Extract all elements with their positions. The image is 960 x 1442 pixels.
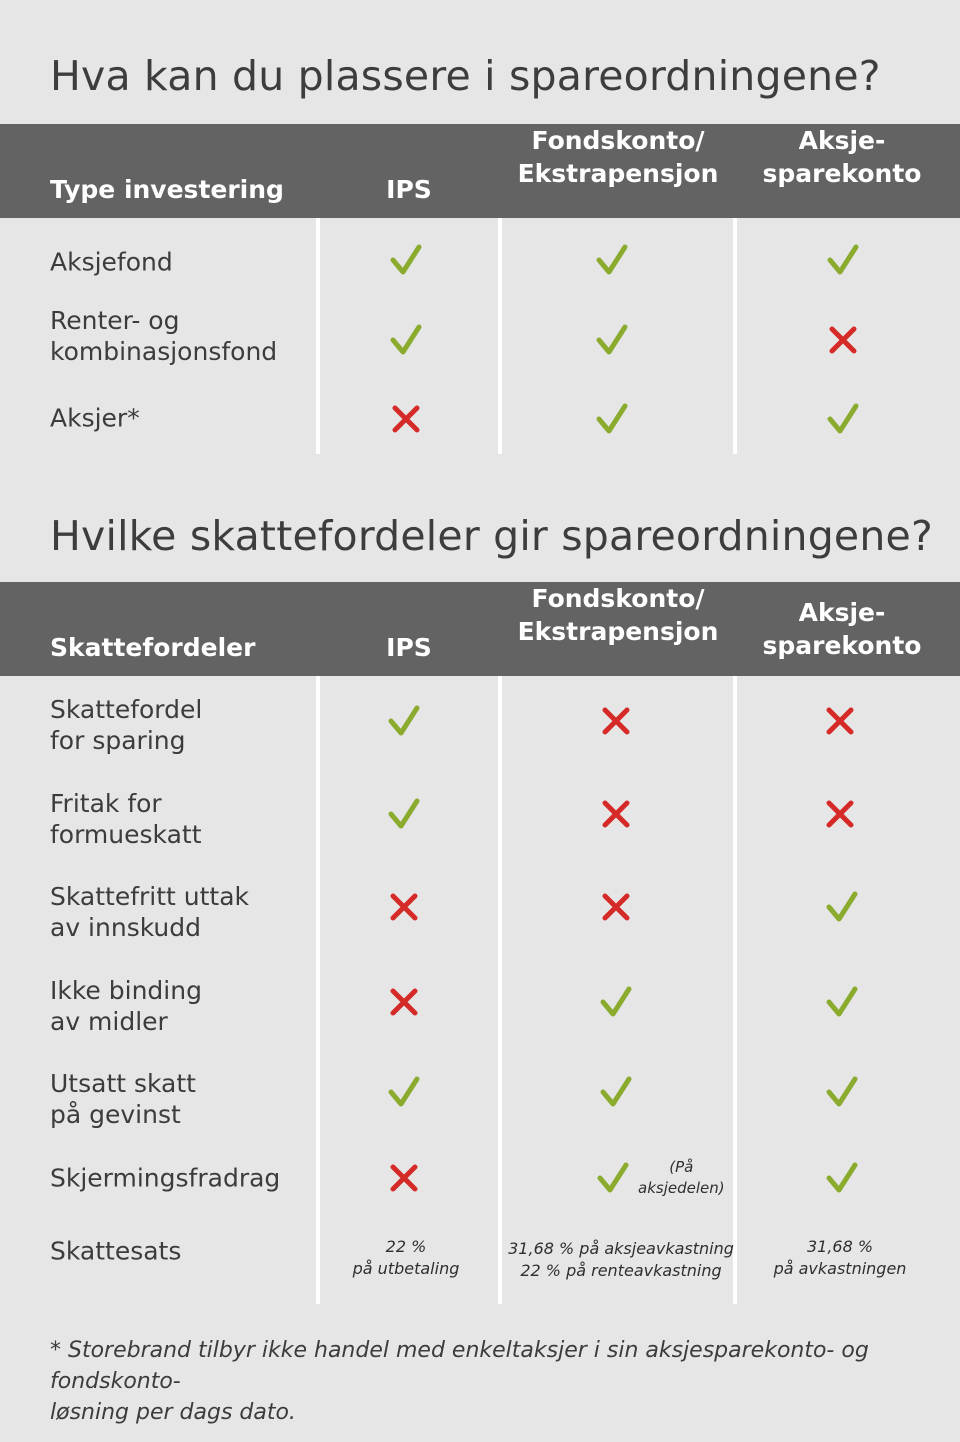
footnote [50, 1335, 930, 1428]
footnote-line1: * Storebrand tilbyr ikke handel med enkeltaksjer i sin aksjesparekonto- og fondskonto- [50, 1338, 869, 1394]
column-divider [733, 676, 737, 1304]
column-divider [498, 218, 502, 454]
row-label-line2: av innskudd [50, 913, 202, 942]
row-label [50, 881, 249, 943]
cross-icon [600, 798, 632, 830]
header-fondskonto [502, 582, 734, 648]
row-label-line1: Utsatt skatt [50, 1069, 196, 1098]
row-label [50, 975, 202, 1037]
check-icon [596, 244, 628, 276]
cell-fondskonto [596, 324, 628, 356]
check-icon [827, 244, 859, 276]
ips-tax-rate [353, 1236, 460, 1280]
check-icon [390, 244, 422, 276]
cell-ips [388, 1076, 420, 1108]
column-divider [316, 218, 320, 454]
cell-ips [390, 244, 422, 276]
row-label [50, 1163, 280, 1194]
cross-icon [824, 798, 856, 830]
header-fondskonto [502, 124, 734, 190]
header-aksjesparekonto-line1: Aksje- [798, 126, 886, 155]
column-divider [733, 218, 737, 454]
row-label-line2: for sparing [50, 726, 186, 755]
check-icon [826, 891, 858, 923]
row-label-line1: Fritak for [50, 789, 162, 818]
column-divider [498, 676, 502, 1304]
table-body [0, 218, 960, 454]
table-body [0, 676, 960, 1304]
cell-aksjesparekonto [824, 705, 856, 737]
aksjesparekonto-tax-rate [774, 1236, 907, 1280]
row-label-line1: Skjermingsfradrag [50, 1163, 281, 1193]
header-fondskonto-line2: Ekstrapensjon [517, 159, 719, 188]
table-header [0, 124, 960, 218]
header-ips: IPS [386, 175, 432, 204]
check-icon [600, 986, 632, 1018]
row-label-line2: av midler [50, 1007, 168, 1036]
check-icon [597, 1162, 629, 1194]
cell-ips [388, 891, 420, 923]
cell-fondskonto [600, 798, 632, 830]
cross-icon [600, 705, 632, 737]
check-icon [596, 324, 628, 356]
cell-aksjesparekonto [827, 244, 859, 276]
cell-fondskonto [597, 1162, 629, 1194]
row-label-line1: Skattefordel [50, 695, 203, 724]
footnote-line2: løsning per dags dato. [50, 1400, 296, 1425]
check-icon [388, 798, 420, 830]
fondskonto-aksjedelen-note [638, 1157, 725, 1199]
row-label [50, 403, 140, 434]
note-line1: (På [669, 1158, 694, 1176]
check-icon [826, 1162, 858, 1194]
check-icon [600, 1076, 632, 1108]
tax-rate-line2: på avkastningen [773, 1259, 907, 1278]
header-aksjesparekonto-line2: sparekonto [762, 631, 922, 660]
cell-ips [388, 1162, 420, 1194]
header-skattefordeler: Skattefordeler [50, 633, 256, 662]
check-icon [827, 403, 859, 435]
section1-title: Hva kan du plassere i spareordningene? [50, 52, 881, 100]
check-icon [596, 403, 628, 435]
cell-ips [388, 798, 420, 830]
check-icon [388, 705, 420, 737]
cell-ips [388, 705, 420, 737]
check-icon [388, 1076, 420, 1108]
tax-rate-line2: på utbetaling [352, 1259, 460, 1278]
cell-ips [390, 324, 422, 356]
section2-title: Hvilke skattefordeler gir spareordningene? [50, 512, 933, 560]
row-label-line2: på gevinst [50, 1100, 181, 1129]
cell-fondskonto [596, 244, 628, 276]
row-label [50, 1068, 196, 1130]
fondskonto-tax-rate [508, 1238, 734, 1282]
row-label-line1: Aksjer* [50, 403, 140, 433]
tax-rate-line1: 31,68 % [806, 1237, 874, 1256]
cell-aksjesparekonto [826, 1076, 858, 1108]
cell-aksjesparekonto [826, 1162, 858, 1194]
row-label-line2: formueskatt [50, 820, 202, 849]
table-header [0, 582, 960, 676]
cell-fondskonto [600, 1076, 632, 1108]
cell-ips [390, 403, 422, 435]
cell-fondskonto [600, 986, 632, 1018]
header-fondskonto-line2: Ekstrapensjon [517, 617, 719, 646]
cell-aksjesparekonto [827, 324, 859, 356]
tax-benefits-table [0, 582, 960, 1304]
row-label [50, 305, 277, 367]
row-label-line1: Aksjefond [50, 247, 173, 277]
row-label-line1: Skattesats [50, 1236, 182, 1266]
cell-ips [388, 986, 420, 1018]
header-type-investering: Type investering [50, 175, 284, 204]
cell-aksjesparekonto [827, 403, 859, 435]
tax-rate-line1: 22 % [385, 1237, 427, 1256]
cell-fondskonto [600, 705, 632, 737]
cell-fondskonto [596, 403, 628, 435]
row-label [50, 788, 202, 850]
note-line2: aksjedelen) [638, 1179, 725, 1197]
check-icon [390, 324, 422, 356]
check-icon [826, 1076, 858, 1108]
row-label [50, 247, 173, 278]
row-label [50, 1236, 181, 1267]
row-label-line1: Renter- og [50, 306, 180, 335]
cross-icon [388, 1162, 420, 1194]
investment-types-table [0, 124, 960, 454]
cell-aksjesparekonto [826, 891, 858, 923]
header-fondskonto-line1: Fondskonto/ [531, 584, 705, 613]
cell-fondskonto [600, 891, 632, 923]
cross-icon [824, 705, 856, 737]
tax-rate-line2: 22 % på renteavkastning [520, 1261, 722, 1280]
row-label [50, 694, 202, 756]
cross-icon [390, 403, 422, 435]
check-icon [826, 986, 858, 1018]
row-label-line1: Skattefritt uttak [50, 882, 250, 911]
header-aksjesparekonto-line2: sparekonto [762, 159, 922, 188]
row-label-line1: Ikke binding [50, 976, 202, 1005]
header-aksjesparekonto [737, 596, 947, 662]
header-aksjesparekonto-line1: Aksje- [798, 598, 886, 627]
column-divider [316, 676, 320, 1304]
cross-icon [388, 891, 420, 923]
header-aksjesparekonto [737, 124, 947, 190]
tax-rate-line1: 31,68 % på aksjeavkastning [508, 1239, 734, 1258]
header-ips: IPS [386, 633, 432, 662]
row-label-line2: kombinasjonsfond [50, 337, 278, 366]
cross-icon [600, 891, 632, 923]
cell-aksjesparekonto [824, 798, 856, 830]
cross-icon [827, 324, 859, 356]
header-fondskonto-line1: Fondskonto/ [531, 126, 705, 155]
cell-aksjesparekonto [826, 986, 858, 1018]
cross-icon [388, 986, 420, 1018]
